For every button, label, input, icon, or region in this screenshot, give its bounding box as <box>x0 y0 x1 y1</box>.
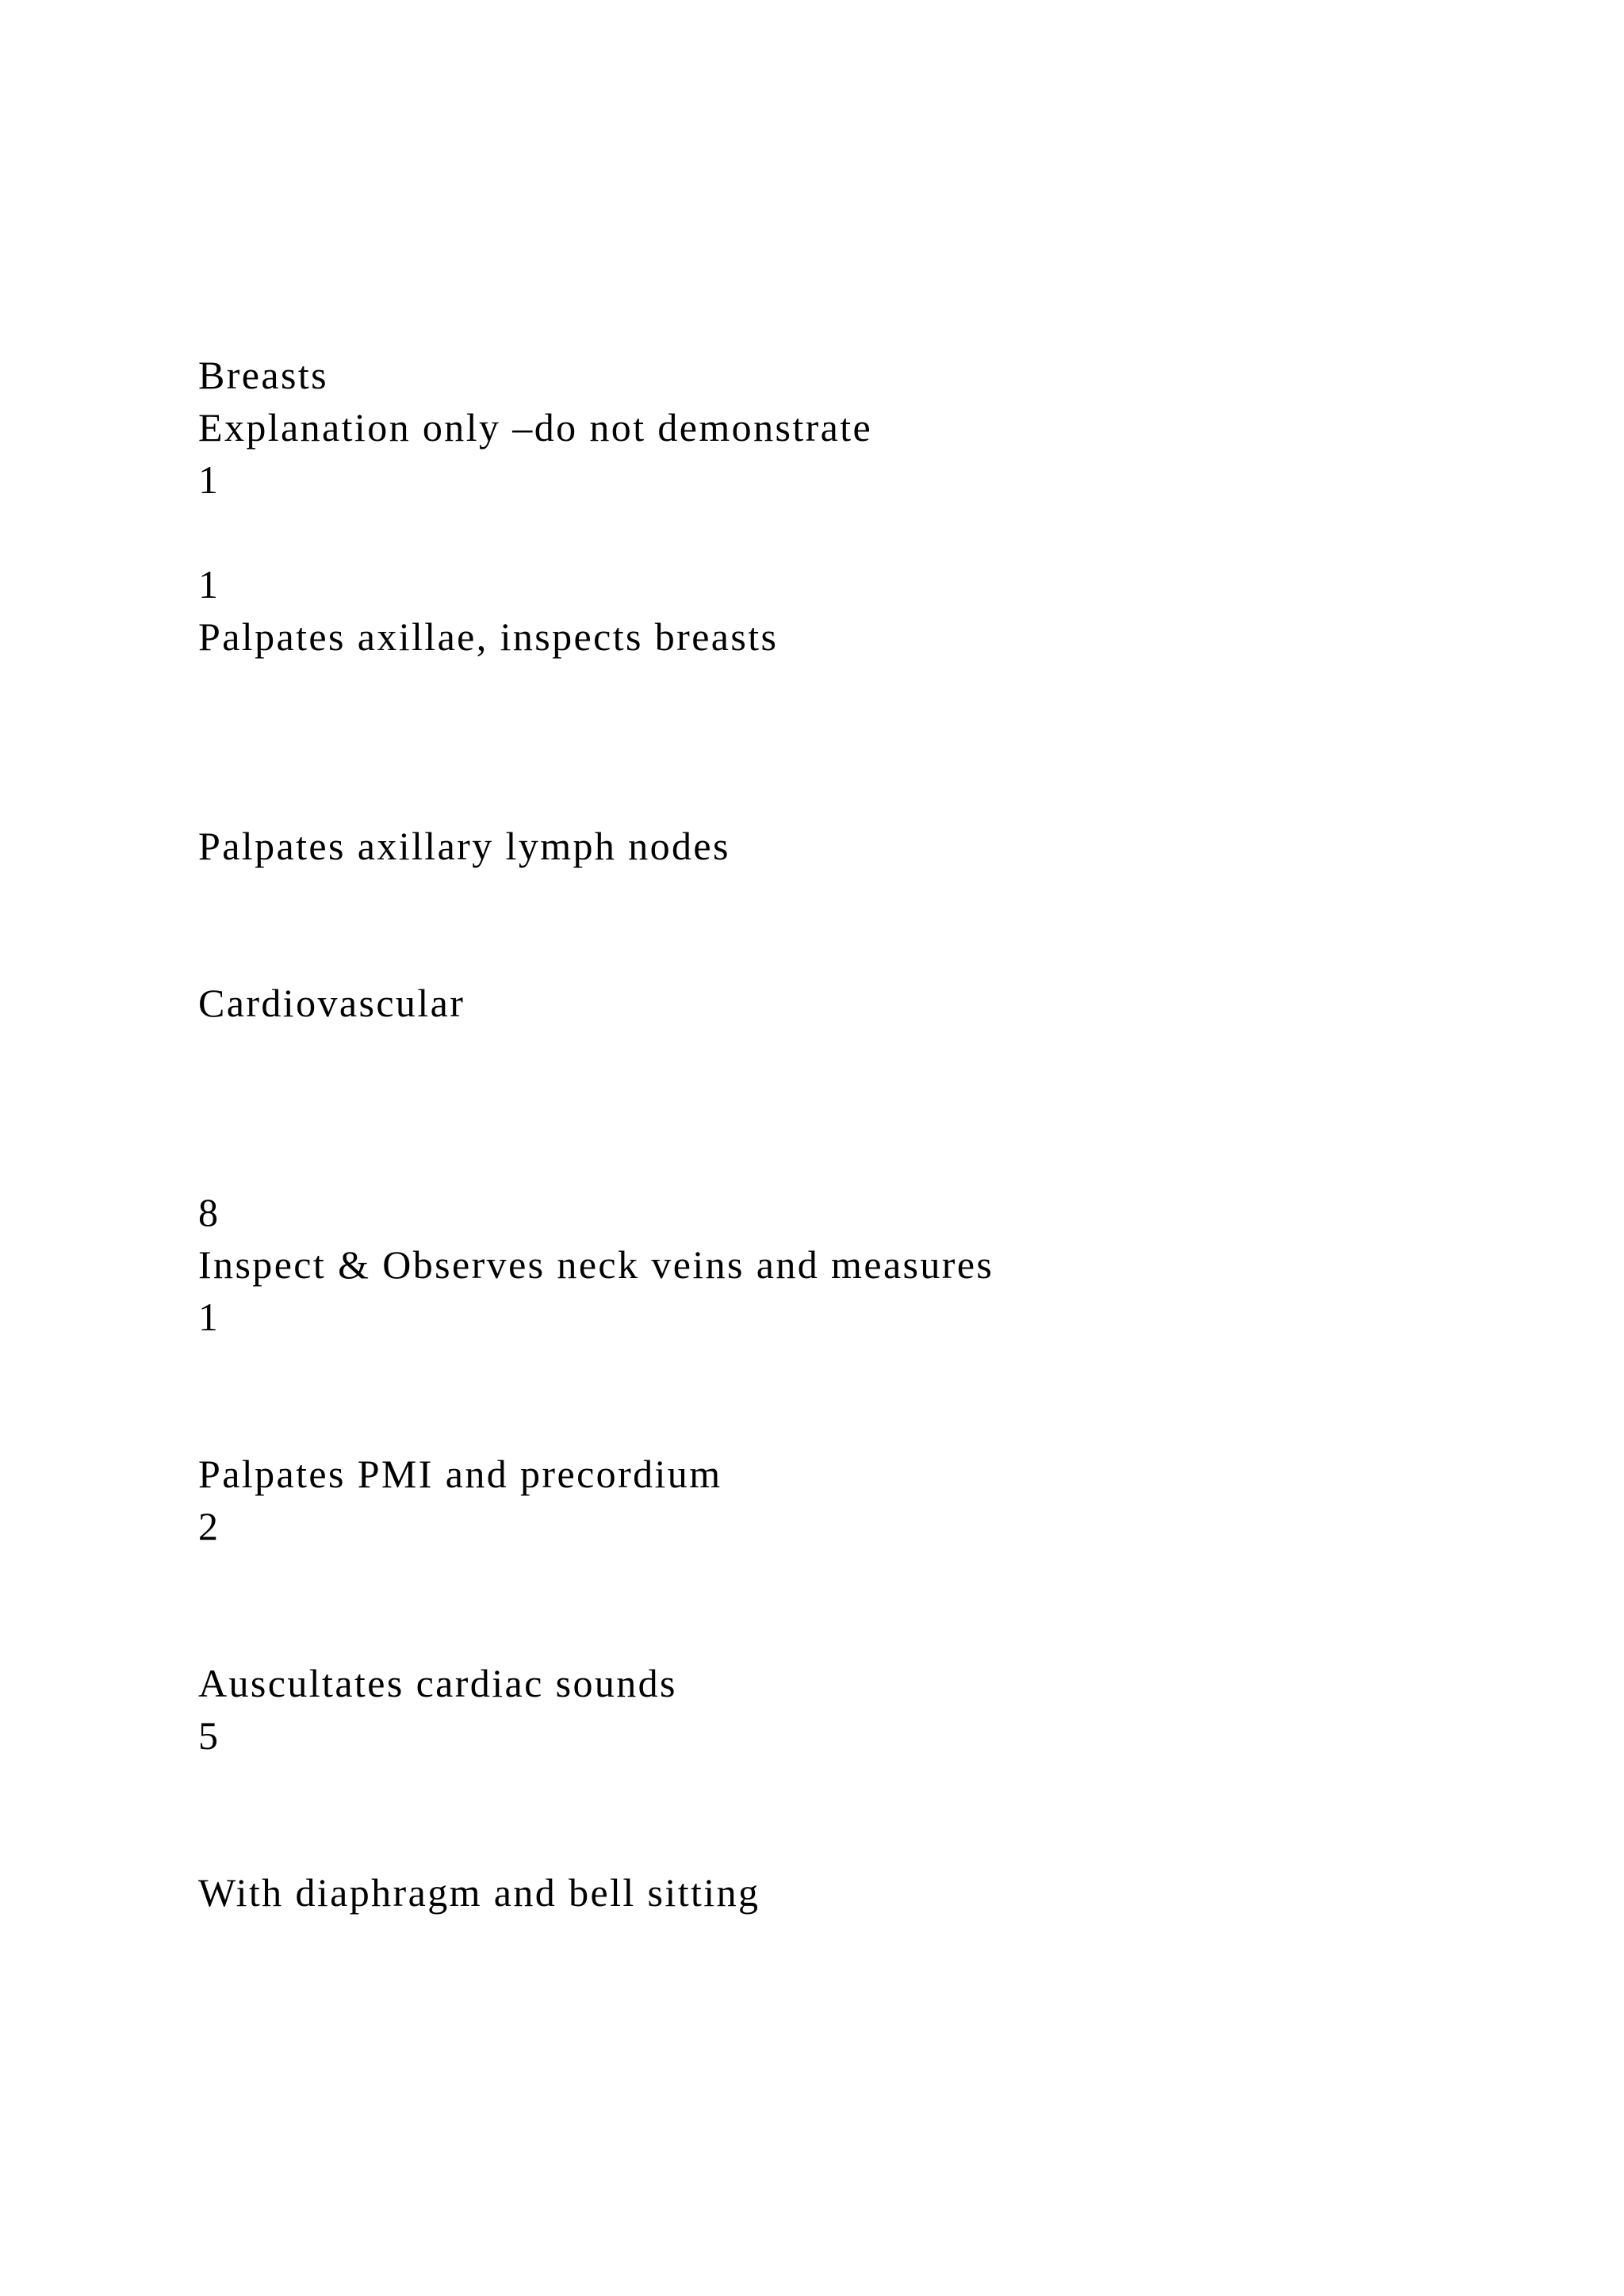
score-value: 1 <box>198 562 220 607</box>
section-heading-cardiovascular: Cardiovascular <box>198 981 465 1025</box>
blank-line <box>198 715 1546 767</box>
text-line: Auscultates cardiac sounds <box>198 1661 677 1705</box>
text-line: Palpates axillae, inspects breasts <box>198 614 779 659</box>
score-value: 2 <box>198 1504 220 1548</box>
score-value: 8 <box>198 1190 220 1234</box>
blank-line <box>198 506 1546 558</box>
document-body <box>198 349 1546 1919</box>
blank-line <box>198 1395 1546 1448</box>
blank-line <box>198 767 1546 820</box>
blank-line <box>198 1029 1546 1081</box>
blank-line <box>198 924 1546 977</box>
score-value: 1 <box>198 457 220 502</box>
text-line: Explanation only –do not demonstrate <box>198 405 873 450</box>
blank-line <box>198 1134 1546 1186</box>
blank-line <box>198 1762 1546 1814</box>
text-line: Palpates axillary lymph nodes <box>198 824 730 868</box>
score-value: 1 <box>198 1295 220 1339</box>
blank-line <box>198 872 1546 924</box>
blank-line <box>198 1343 1546 1395</box>
text-line: Inspect & Observes neck veins and measures <box>198 1242 994 1287</box>
text-line: Palpates PMI and precordium <box>198 1452 722 1496</box>
blank-line <box>198 1552 1546 1605</box>
text-line: With diaphragm and bell sitting <box>198 1870 760 1915</box>
blank-line <box>198 1605 1546 1657</box>
score-value: 5 <box>198 1713 220 1758</box>
blank-line <box>198 1814 1546 1866</box>
blank-line <box>198 663 1546 715</box>
section-heading-breasts: Breasts <box>198 353 328 397</box>
blank-line <box>198 1081 1546 1134</box>
